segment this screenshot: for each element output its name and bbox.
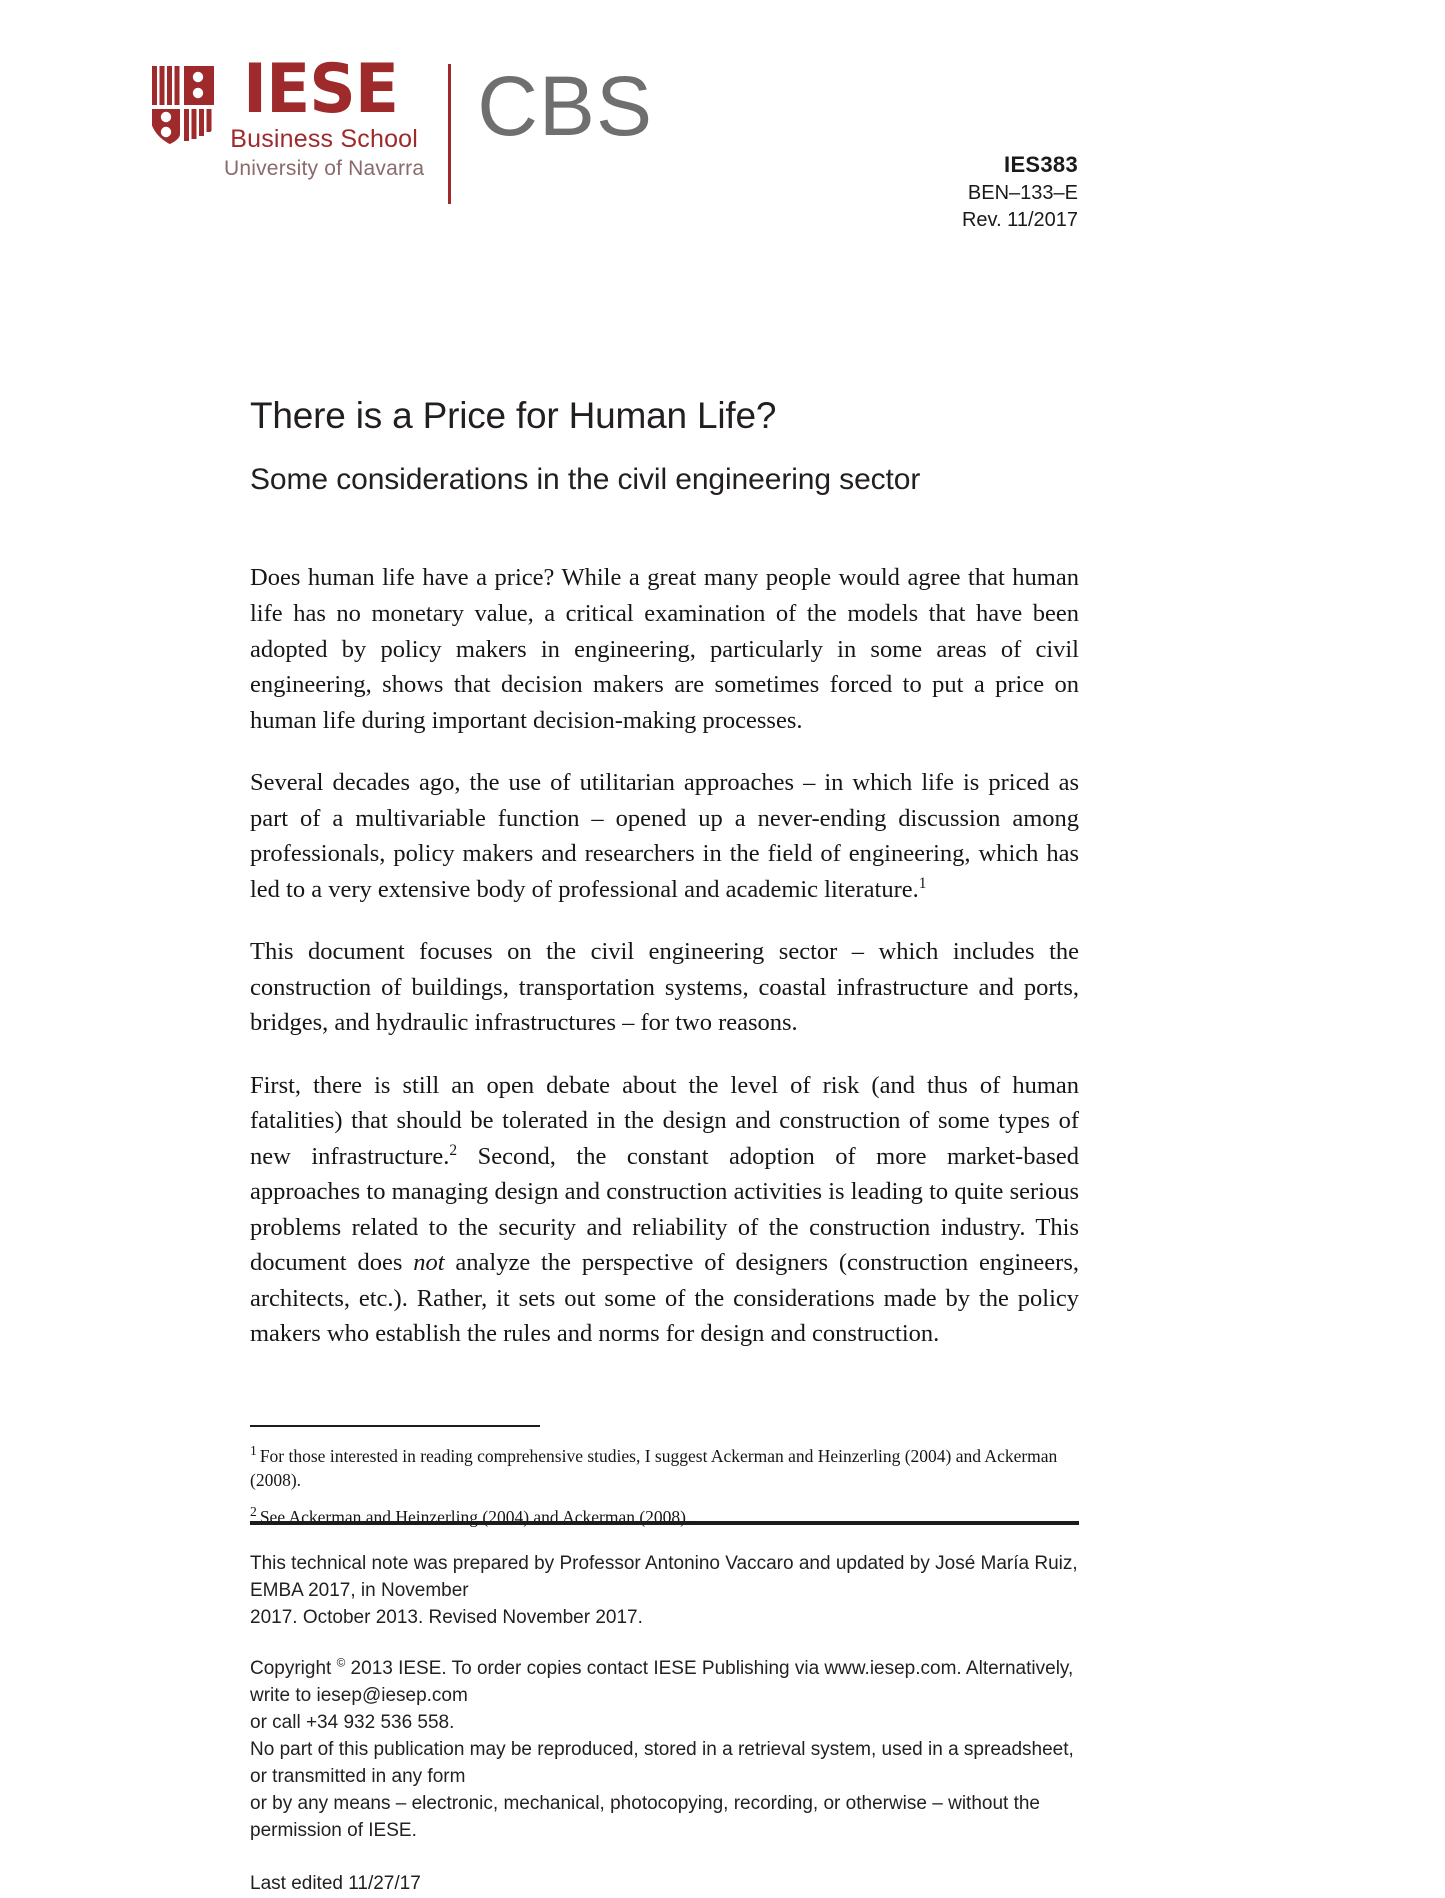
paragraph-4-segment-2: Second, the constant adoption of more market-based approaches to managing design and construction activities is leading to quite serious problems related to the security and reliability of the construction industry. This document does bbox=[250, 1142, 1079, 1277]
footnote-2-number: 2 bbox=[250, 1504, 257, 1520]
page-title: There is a Price for Human Life? bbox=[250, 394, 777, 436]
cbs-wordmark: CBS bbox=[477, 59, 653, 153]
footer-separator-rule bbox=[250, 1521, 1079, 1525]
paragraph-3: This document focuses on the civil engineering sector – which includes the construction of buildings, transportation systems, coastal infrastructure and ports, bridges, and hydraulic infrastructures – for two reasons. bbox=[250, 938, 1079, 1037]
reproduction-line-1: No part of this publication may be reproduced, stored in a retrieval system, used in a spreadsheet, or transmitted in any form bbox=[250, 1738, 1074, 1787]
paragraph-2 bbox=[250, 765, 1079, 907]
last-edited-text: Last edited 11/27/17 bbox=[250, 1872, 421, 1894]
footnote-ref-1[interactable]: 1 bbox=[918, 874, 927, 892]
document-content bbox=[250, 370, 1079, 1352]
copyright-symbol-icon: © bbox=[336, 1656, 346, 1670]
paragraph-1: Does human life have a price? While a great many people would agree that human life has no monetary value, a critical examination of the models that have been adopted by policy makers in engineering, particularly in some areas of civil engineering, shows that decision makers are sometimes forced to put a price on human life during important decision-making processes. bbox=[250, 564, 1079, 734]
paragraph-4-segment-1: First, there is still an open debate about the level of risk (and thus of human fatalities) that should be tolerated in the design and construction of some types of new infrastructure. bbox=[250, 1071, 1079, 1170]
paragraph-4 bbox=[250, 1068, 1079, 1352]
footnote-ref-2[interactable]: 2 bbox=[449, 1141, 458, 1159]
page-subtitle: Some considerations in the civil engineering sector bbox=[250, 463, 921, 497]
paragraph-4-segment-3: analyze the perspective of designers (construction engineers, architects, etc.). Rather, it sets out some of the considerations made by the policy makers who establish the rules and norms for design and construction. bbox=[250, 1249, 1080, 1348]
copyright-line-1 bbox=[250, 1656, 1079, 1710]
document-revision: Rev. 11/2017 bbox=[961, 209, 1078, 232]
logo-divider bbox=[448, 64, 451, 204]
footnote-1 bbox=[250, 1445, 1079, 1492]
footnote-1-number: 1 bbox=[250, 1443, 257, 1459]
body-text bbox=[250, 560, 1079, 1351]
iese-university-text: University of Navarra bbox=[224, 156, 425, 180]
copyright-line-2: or call +34 932 536 558. bbox=[250, 1711, 455, 1733]
paragraph-2-text: Several decades ago, the use of utilitarian approaches – in which life is priced as part of a multivariable function – opened up a never-ending discussion among professionals, policy makers and researchers in the field of engineering, which has led to a very extensive body of professional and academic literature. bbox=[250, 769, 1079, 903]
iese-shield-icon bbox=[150, 64, 216, 150]
copyright-prefix: Copyright bbox=[250, 1657, 337, 1679]
footnote-2-text: See Ackerman and Heinzerling (2004) and Ackerman (2008). bbox=[259, 1507, 691, 1528]
iese-business-school-text: Business School bbox=[230, 124, 419, 153]
paragraph-4-emphasis: not bbox=[413, 1249, 445, 1277]
preparation-line-2: 2017. October 2013. Revised November 2017. bbox=[250, 1606, 643, 1628]
iese-wordmark bbox=[224, 50, 425, 181]
page-footer bbox=[250, 1521, 1079, 1898]
preparation-line-1: This technical note was prepared by Professor Antonino Vaccaro and updated by José María Ruiz, EMBA 2017, in November bbox=[250, 1553, 1078, 1601]
document-identifiers bbox=[962, 150, 1078, 235]
iese-brand-text: IESE bbox=[242, 50, 398, 129]
footnote-separator-rule bbox=[250, 1425, 540, 1427]
iese-cbs-logo bbox=[150, 50, 653, 204]
reproduction-line-2: or by any means – electronic, mechanical, photocopying, recording, or otherwise – without the permission of IESE. bbox=[250, 1792, 1040, 1841]
document-code: IES383 bbox=[1004, 152, 1078, 177]
last-edited-note bbox=[250, 1871, 1079, 1898]
footnote-1-text: For those interested in reading comprehensive studies, I suggest Ackerman and Heinzerling (2004) and Ackerman (2008). bbox=[250, 1446, 1058, 1490]
copyright-suffix: 2013 IESE. To order copies contact IESE Publishing via www.iesep.com. Alternatively, write to iesep@iesep.com bbox=[250, 1657, 1074, 1706]
page-header bbox=[0, 0, 1445, 240]
preparation-note bbox=[250, 1551, 1079, 1632]
document-reference: BEN–133–E bbox=[967, 181, 1078, 204]
copyright-note bbox=[250, 1656, 1079, 1845]
